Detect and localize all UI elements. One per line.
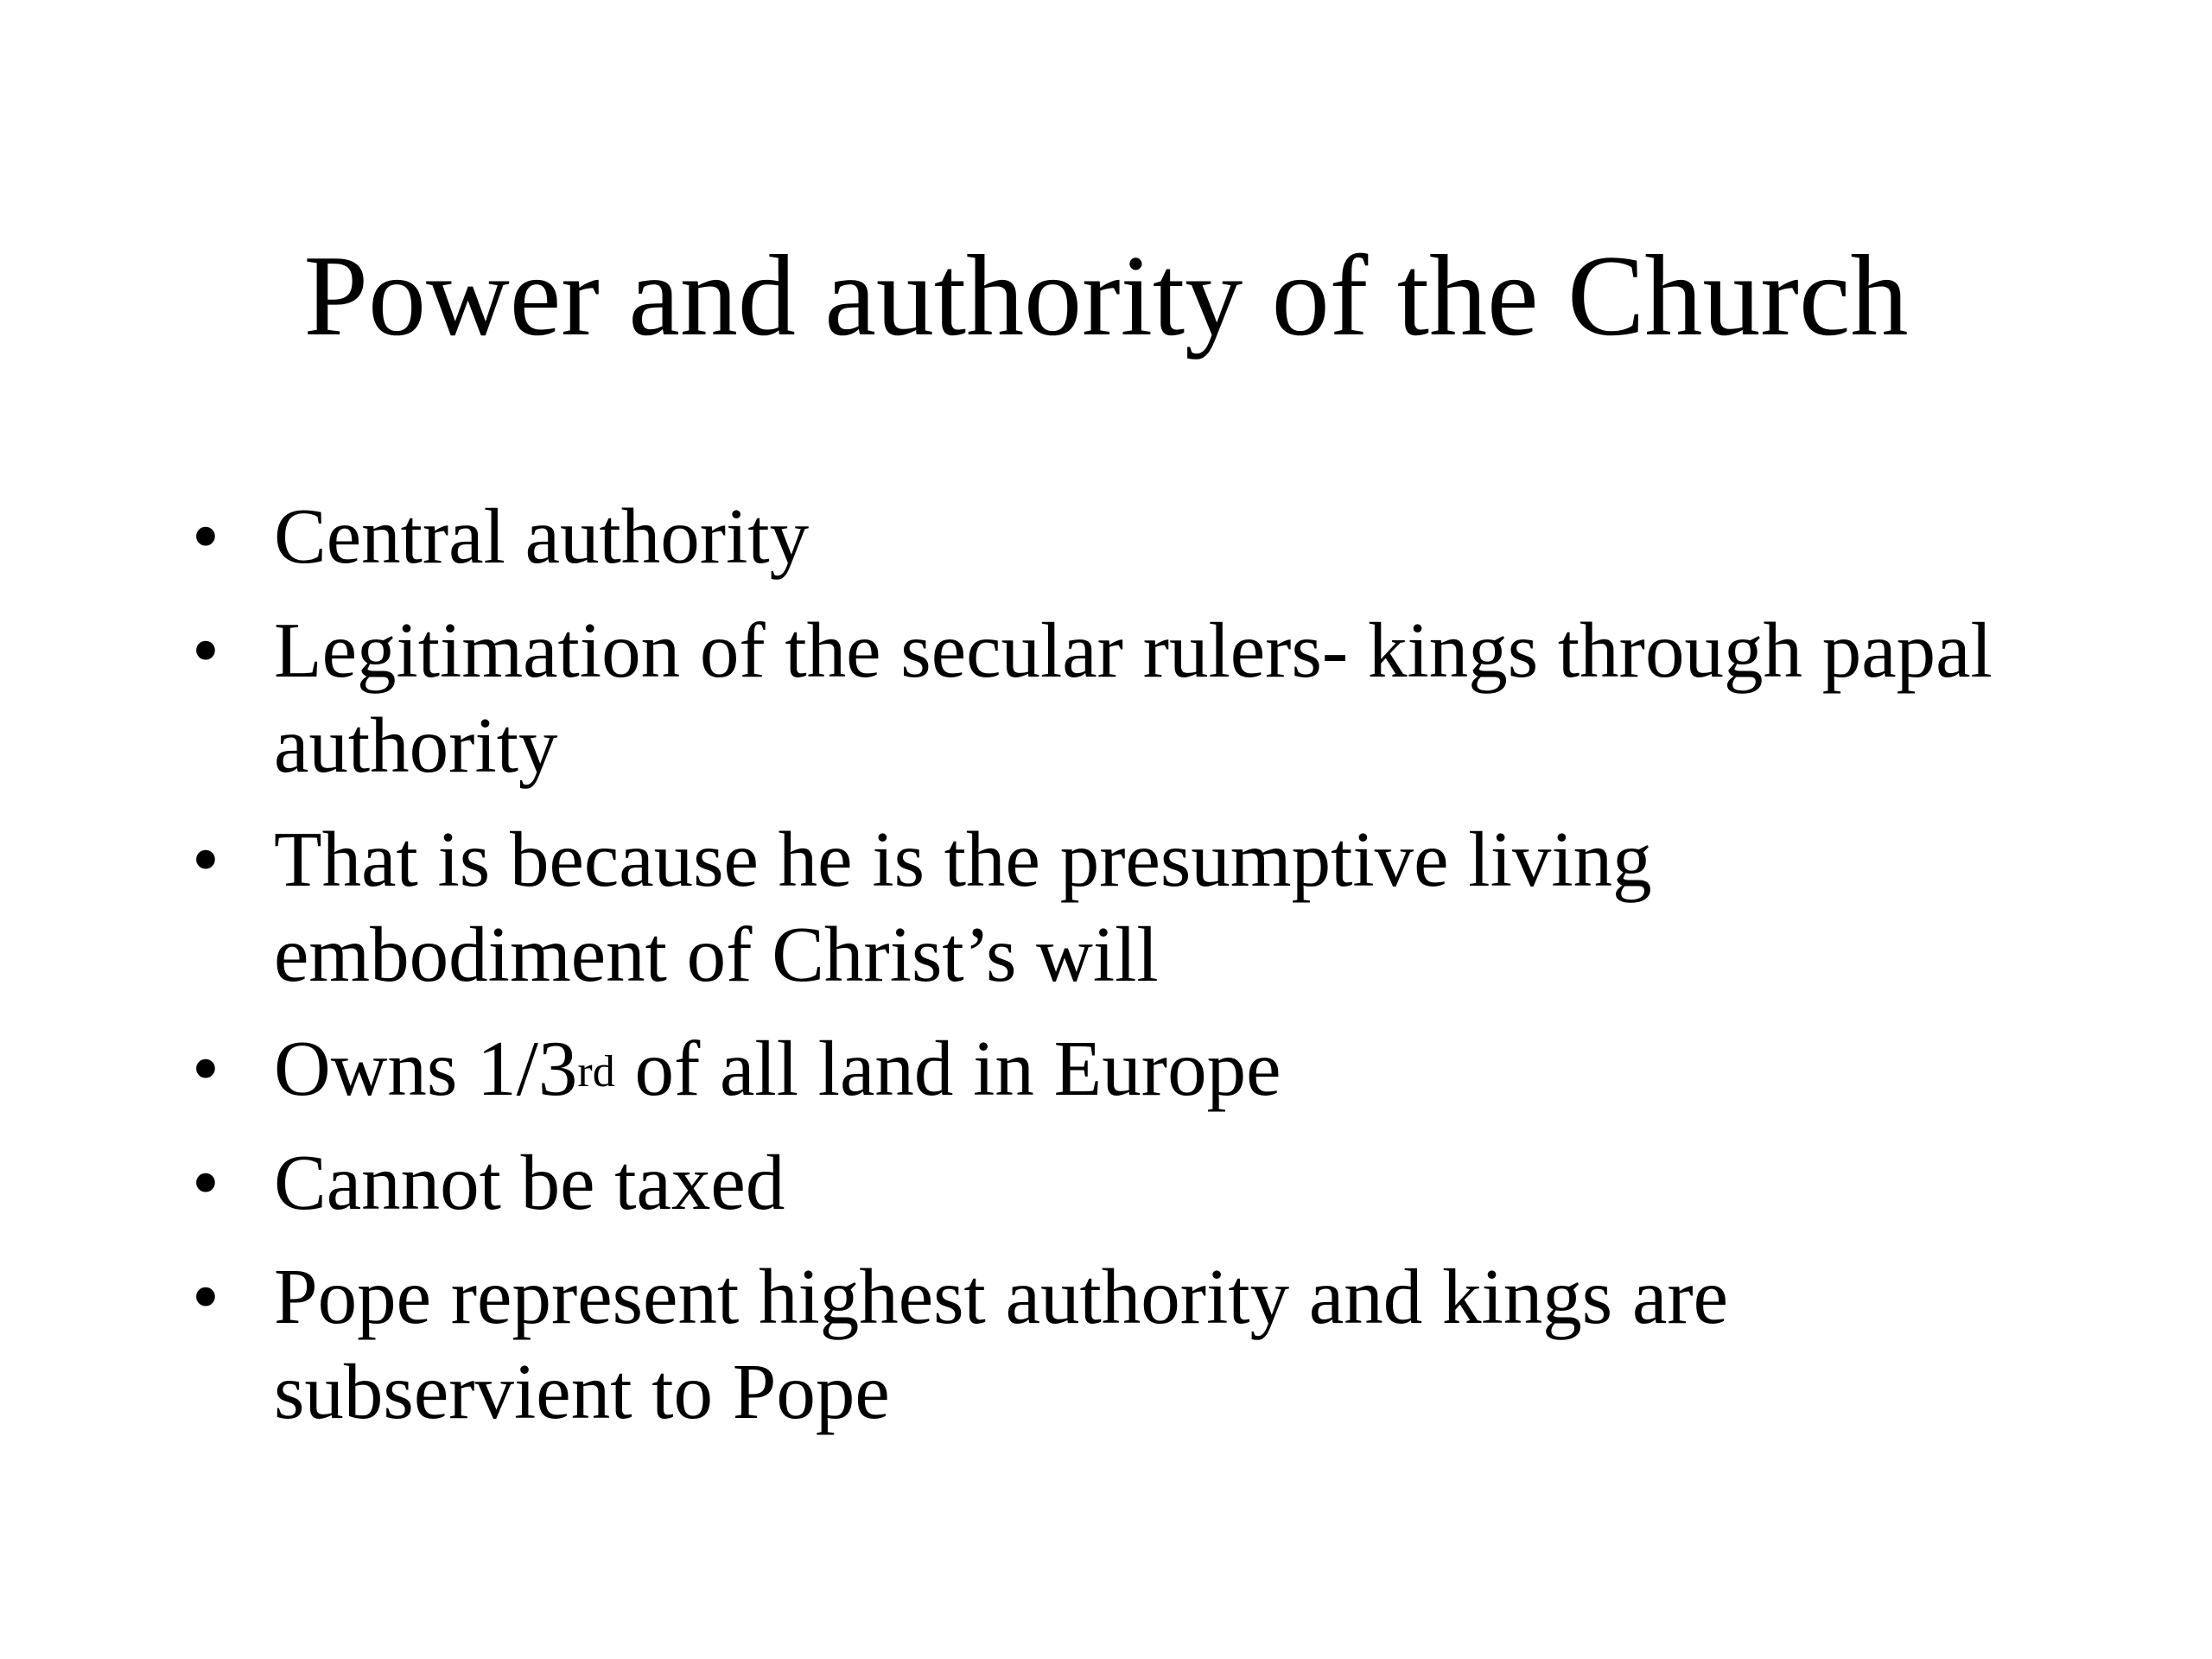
slide-title: Power and authority of the Church xyxy=(303,232,1909,359)
bullet-dot-icon: • xyxy=(192,1025,219,1112)
bullet-item-taxation xyxy=(0,1135,2002,1230)
bullet-list xyxy=(0,489,2212,1459)
bullet-text: Legitimation of the secular rulers- kings through papal authority xyxy=(274,607,1993,789)
bullet-item-central-authority xyxy=(0,489,2002,584)
bullet-dot-icon: • xyxy=(192,1139,219,1226)
bullet-text-pre: Owns 1/3 xyxy=(274,1025,578,1112)
bullet-text: Cannot be taxed xyxy=(274,1139,785,1226)
bullet-text-post: of all land in Europe xyxy=(614,1025,1281,1112)
bullet-text: Pope represent highest authority and kings are subservient to Pope xyxy=(274,1253,1729,1435)
bullet-item-embodiment xyxy=(0,812,2002,1002)
bullet-text: Central authority xyxy=(274,493,810,580)
bullet-item-legitimation xyxy=(0,603,2002,793)
bullet-item-pope-authority xyxy=(0,1249,2002,1440)
bullet-text: That is because he is the presumptive living embodiment of Christ’s will xyxy=(274,816,1652,998)
bullet-dot-icon: • xyxy=(192,607,219,694)
bullet-dot-icon: • xyxy=(192,493,219,580)
bullet-dot-icon: • xyxy=(192,816,219,903)
bullet-text-superscript: rd xyxy=(577,1047,615,1096)
bullet-item-land-ownership xyxy=(0,1021,2002,1116)
bullet-dot-icon: • xyxy=(192,1253,219,1340)
